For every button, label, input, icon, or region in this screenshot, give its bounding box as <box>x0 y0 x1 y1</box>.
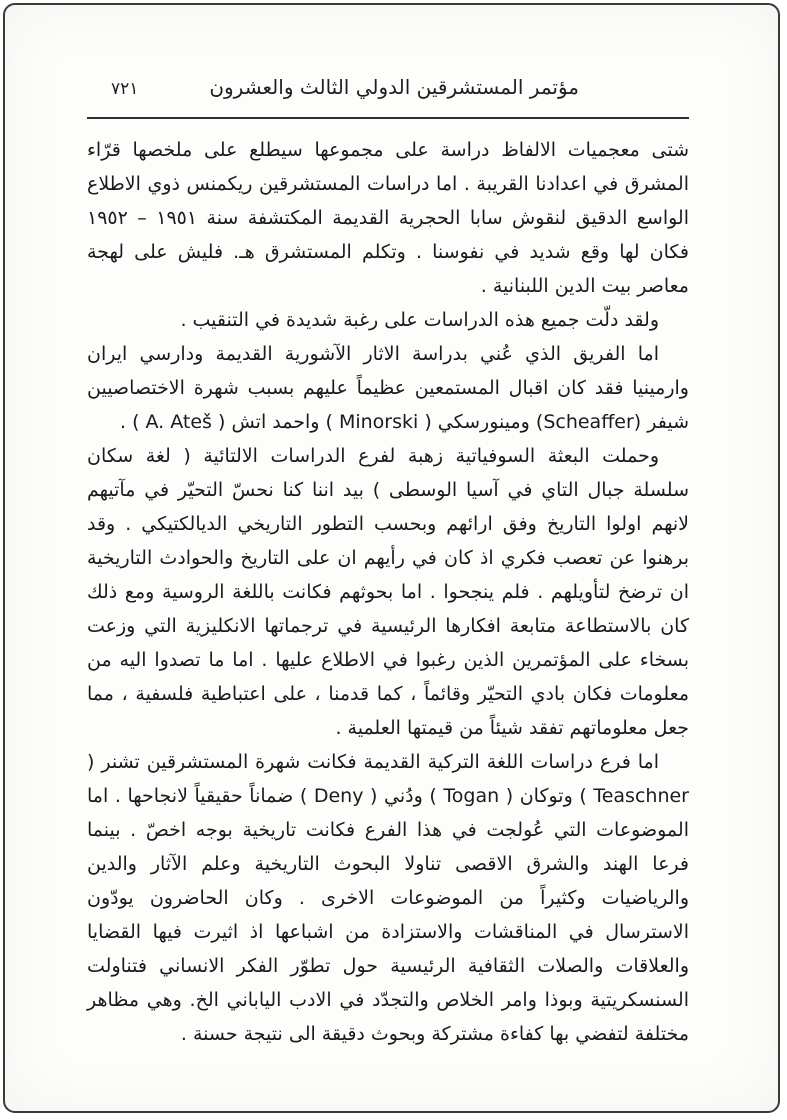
page-content <box>87 5 689 1051</box>
body-paragraph: اما الفريق الذي عُني بدراسة الاثار الآشورية القديمة ودارسي ايران وارمينيا فقد كان اقبال المستمعين عظيماً عليهم بسبب شهرة الاختصاصيين شيفر (Scheaffer) ومينورسكي ( Minorski ) واحمد اتش ( A. Ateš ) . <box>87 343 689 433</box>
body-paragraph: اما فرع دراسات اللغة التركية القديمة فكانت شهرة المستشرقين تشنر ( Teaschner ) وتوكان ( Togan ) ودُني ( Deny ) ضماناً حقيقياً لانجاحها . اما الموضوعات التي عُولجت في هذا الفرع فكانت تاريخية بوجه اخصّ . بينما فرعا الهند والشرق الاقصى تناولا البحوث التاريخية وعلم الآثار والدين والرياضيات وكثيراً من الموضوعات الاخرى . وكان الحاضرون يودّون الاسترسال في المناقشات والاستزادة من اشباعها اذ اثيرت فيها القضايا والعلاقات والصلات الثقافية الرئيسية حول تطوّر الفكر الانساني فتناولت السنسكريتية وبوذا وامر الخلاص والتجدّد في الادب الياباني الخ. وهي مظاهر مختلفة لتفضي بها كفاءة مشتركة وبحوث دقيقة الى نتيجة حسنة . <box>87 751 689 1045</box>
page-number: ٧٢١ <box>111 79 139 99</box>
scanned-page <box>3 3 780 1113</box>
page-header <box>87 73 689 117</box>
body-paragraph: ولقد دلّت جميع هذه الدراسات على رغبة شديدة في التنقيب . <box>180 309 659 331</box>
body-paragraph: وحملت البعثة السوفياتية زهبة لفرع الدراسات الالتائية ( لغة سكان سلسلة جبال التاي في آسيا الوسطى ) بيد اننا كنا نحسّ التحيّر في مآتيهم لانهم اولوا التاريخ وفق ارائهم وبحسب التطور التاريخي الديالكتيكي . وقد برهنوا عن تعصب فكري اذ كان في رأيهم ان على التاريخ والحوادث التاريخية ان ترضخ لتأويلهم . فلم ينجحوا . اما بحوثهم فكانت باللغة الروسية ومع ذلك كان بالاستطاعة متابعة افكارها الرئيسية في ترجماتها الانكليزية التي وزعت بسخاء على المؤتمرين الذين رغبوا في الاطلاع عليها . اما ما تصدوا اليه من معلومات فكان بادي التحيّر وقائماً ، كما قدمنا ، على اعتباطية فلسفية ، مما جعل معلوماتهم تفقد شيئاً من قيمتها العلمية . <box>87 445 689 739</box>
body-text <box>87 133 689 1051</box>
page-title: مؤتمر المستشرقين الدولي الثالث والعشرون <box>209 75 579 99</box>
header-divider <box>87 117 689 119</box>
body-paragraph: شتى معجميات الالفاظ دراسة على مجموعها سيطلع على ملخصها قرّاء المشرق في اعدادنا القريبة . اما دراسات المستشرقين ريكمنس ذوي الاطلاع الواسع الدقيق لنقوش سابا الحجرية القديمة المكتشفة سنة ١٩٥١ – ١٩٥٢ فكان لها وقع شديد في نفوسنا . وتكلم المستشرق هـ. فليش على لهجة معاصر بيت الدين اللبنانية . <box>87 139 689 297</box>
